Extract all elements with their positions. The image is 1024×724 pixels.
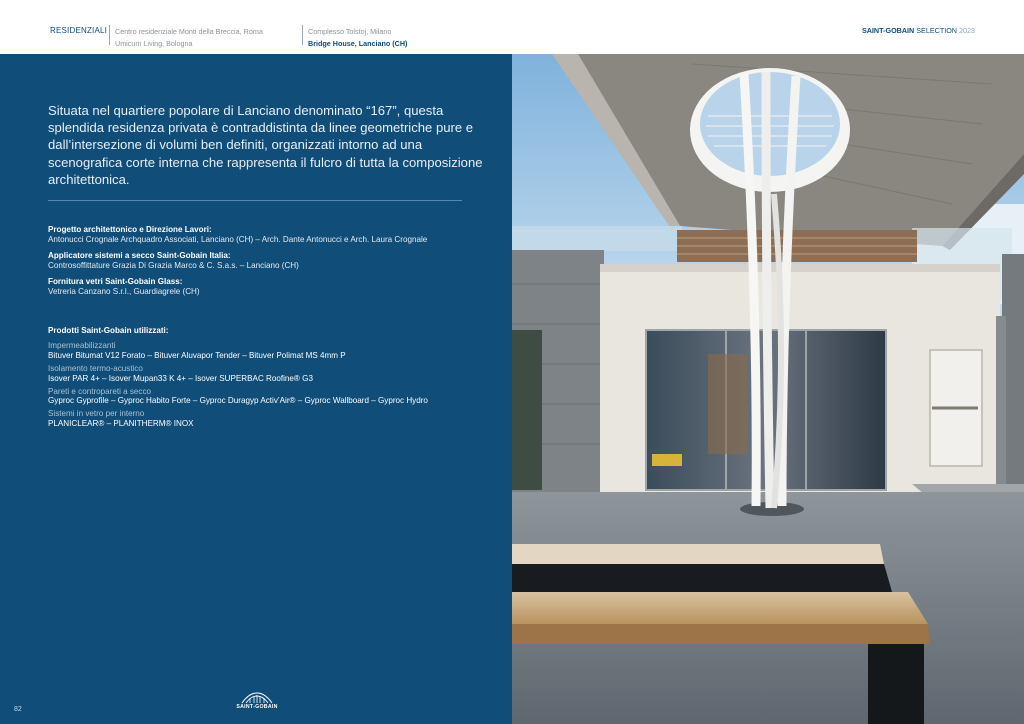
credit-label: Fornitura vetri Saint-Gobain Glass: bbox=[48, 276, 183, 286]
page-header bbox=[0, 0, 1024, 54]
section-label: RESIDENZIALI bbox=[50, 26, 108, 35]
product-items: Isover PAR 4+ – Isover Mupan33 K 4+ – Isover SUPERBAC Roofine® G3 bbox=[48, 373, 313, 383]
product-group bbox=[48, 387, 448, 407]
projects-column-1 bbox=[115, 26, 263, 50]
product-group bbox=[48, 364, 448, 384]
selection-label: SELECTION bbox=[916, 26, 957, 35]
publication-title bbox=[862, 26, 975, 35]
product-category: Sistemi in vetro per interno bbox=[48, 409, 145, 419]
header-divider bbox=[109, 25, 110, 45]
credits-list bbox=[48, 225, 468, 302]
saint-gobain-logo bbox=[232, 692, 282, 710]
credit-item bbox=[48, 277, 468, 297]
project-link[interactable]: Complesso Tolstoj, Milano bbox=[308, 27, 392, 36]
credit-value: Controsoffittature Grazia Di Grazia Marco & C. S.a.s. – Lanciano (CH) bbox=[48, 260, 299, 270]
year-label: 2023 bbox=[959, 26, 975, 35]
products-title: Prodotti Saint-Gobain utilizzati: bbox=[48, 326, 169, 335]
products-list bbox=[48, 326, 448, 432]
text-panel bbox=[0, 54, 512, 724]
logo-arches-icon bbox=[240, 692, 274, 704]
product-items: PLANICLEAR® – PLANITHERM® INOX bbox=[48, 419, 194, 429]
product-group bbox=[48, 409, 448, 429]
project-link-active[interactable]: Bridge House, Lanciano (CH) bbox=[308, 39, 408, 48]
brand-name: SAINT-GOBAIN bbox=[861, 26, 915, 35]
project-link[interactable]: Umicum Living, Bologna bbox=[115, 39, 193, 48]
product-category: Isolamento termo-acustico bbox=[48, 363, 143, 373]
credit-item bbox=[48, 251, 468, 271]
product-items: Gyproc Gyprofile – Gyproc Habito Forte – Gyproc Duragyp Activ’Air® – Gyproc Wallboard – Gyproc Hydro bbox=[48, 396, 428, 406]
architecture-photo bbox=[512, 54, 1024, 724]
credit-label: Applicatore sistemi a secco Saint-Gobain Italia: bbox=[48, 250, 231, 260]
credit-label: Progetto architettonico e Direzione Lavori: bbox=[48, 225, 212, 234]
divider-rule bbox=[48, 200, 462, 201]
project-link[interactable]: Centro residenziale Monti della Breccia, Roma bbox=[115, 27, 263, 36]
credit-value: Vetreria Canzano S.r.l., Guardiagrele (CH) bbox=[48, 286, 200, 296]
logo-text: SAINT-GOBAIN bbox=[236, 704, 278, 710]
product-items: Bituver Bitumat V12 Forato – Bituver Aluvapor Tender – Bituver Polimat MS 4mm P bbox=[48, 350, 346, 360]
page-number: 82 bbox=[14, 706, 22, 713]
product-group bbox=[48, 341, 448, 361]
intro-paragraph: Situata nel quartiere popolare di Lanciano denominato “167”, questa splendida residenza privata è contraddistinta da linee geometriche pure e dall’intersezione di volumi ben definiti, organizzati intorno ad una scenografica corte interna che rappresenta il fulcro di tutta la composizione architettonica. bbox=[48, 103, 483, 187]
header-divider bbox=[302, 25, 303, 45]
product-category: Pareti e contropareti a secco bbox=[48, 386, 152, 396]
product-category: Impermeabilizzanti bbox=[48, 340, 116, 350]
photo-illustration bbox=[512, 54, 1024, 724]
credit-item bbox=[48, 225, 468, 245]
credit-value: Antonucci Crognale Archquadro Associati, Lanciano (CH) – Arch. Dante Antonucci e Arch. Laura Crognale bbox=[48, 234, 428, 244]
projects-column-2 bbox=[308, 26, 407, 50]
